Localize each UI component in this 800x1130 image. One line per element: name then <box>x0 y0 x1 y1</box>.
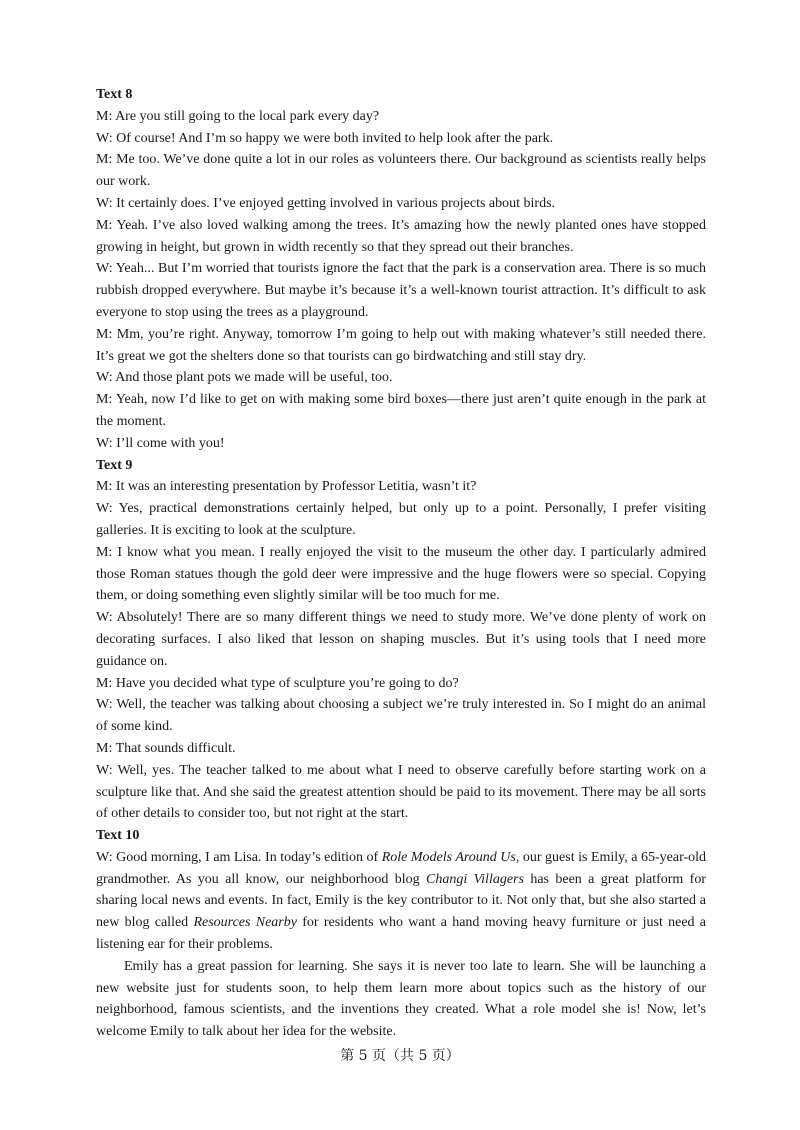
monologue-paragraph-2: Emily has a great passion for learning. She says it is never too late to learn. She will be launching a new website just for students soon, to help them learn more about topics such as the history of our neighborhood, famous scientists, and the inventions they created. What a role model she is! Now, let’s welcome Emily to talk about her idea for the website. <box>96 958 706 1040</box>
dialogue-line: M: Mm, you’re right. Anyway, tomorrow I’m going to help out with making whatever’s still needed there. It’s great we got the shelters done so that tourists can go birdwatching and still stay dry. <box>96 326 706 364</box>
dialogue-line: M: Yeah, now I’d like to get on with making some bird boxes—there just aren’t quite enough in the park at the moment. <box>96 392 706 429</box>
dialogue-line: W: Yes, practical demonstrations certainly helped, but only up to a point. Personally, I prefer visiting galleries. It is exciting to look at the sculpture. <box>96 501 706 538</box>
page-number-footer: 第 5 页（共 5 页） <box>340 1048 460 1064</box>
blog-title-resources-nearby: Resources Nearby <box>193 915 297 931</box>
dialogue-line: W: I’ll come with you! <box>96 435 225 451</box>
dialogue-line: M: Are you still going to the local park every day? <box>96 108 380 124</box>
dialogue-line: M: It was an interesting presentation by Professor Letitia, wasn’t it? <box>96 479 477 495</box>
dialogue-line: W: Absolutely! There are so many different things we need to study more. We’ve done plenty of work on decorating surfaces. I also liked that lesson on shaping muscles. But it’s using tools that I need more guidance on. <box>96 610 706 669</box>
text9-heading: Text 9 <box>96 457 133 473</box>
dialogue-line: W: Yeah... But I’m worried that tourists ignore the fact that the park is a conservation area. There is so much rubbish dropped everywhere. But maybe it’s because it’s a well-known tourist attraction. It’s difficult to ask everyone to stop using the trees as a playground. <box>96 261 706 320</box>
dialogue-line: W: Of course! And I’m so happy we were both invited to help look after the park. <box>96 130 554 146</box>
dialogue-line: M: Have you decided what type of sculpture you’re going to do? <box>96 675 459 691</box>
dialogue-line: W: Well, yes. The teacher talked to me about what I need to observe carefully before starting work on a sculpture like that. And she said the greatest attention should be paid to its movement. There may be all sorts of other details to consider too, but not right at the start. <box>96 762 706 822</box>
dialogue-line: M: Yeah. I’ve also loved walking among the trees. It’s amazing how the newly planted ones have stopped growing in height, but grown in width recently so that they spread out their branches. <box>96 217 706 255</box>
paragraph-text: for residents who want a hand moving heavy furniture or just need a listening ear for their problems. <box>96 915 707 953</box>
paragraph-text: , our guest is Emily, a 65-year-old grandmother. As you all know, our neighborhood blog <box>96 849 707 887</box>
dialogue-line: W: Well, the teacher was talking about choosing a subject we’re truly interested in. So I might do an animal of some kind. <box>96 697 706 735</box>
dialogue-line: W: It certainly does. I’ve enjoyed getting involved in various projects about birds. <box>96 195 556 211</box>
paragraph-text: W: Good morning, I am Lisa. In today’s edition of <box>96 849 382 865</box>
dialogue-line: W: And those plant pots we made will be useful, too. <box>96 370 393 386</box>
text10-heading: Text 10 <box>96 828 140 844</box>
transcript-content <box>96 84 706 1043</box>
dialogue-line: M: I know what you mean. I really enjoyed the visit to the museum the other day. I particularly admired those Roman statues though the gold deer were impressive and the huge flowers were so special. Copying them, or doing something even slightly similar will be too much for me. <box>96 544 706 604</box>
dialogue-line: M: That sounds difficult. <box>96 740 236 756</box>
monologue-paragraph-1 <box>96 847 706 956</box>
paragraph-text: has been a great platform for sharing local news and events. In fact, Emily is the key contributor to it. Not only that, but she also started a new blog called <box>96 871 706 931</box>
text8-heading: Text 8 <box>96 87 133 102</box>
dialogue-line: M: Me too. We’ve done quite a lot in our roles as volunteers there. Our background as scientists really helps our work. <box>96 152 706 190</box>
blog-title-role-models: Role Models Around Us <box>381 849 516 865</box>
blog-title-changi-villagers: Changi Villagers <box>426 871 524 887</box>
